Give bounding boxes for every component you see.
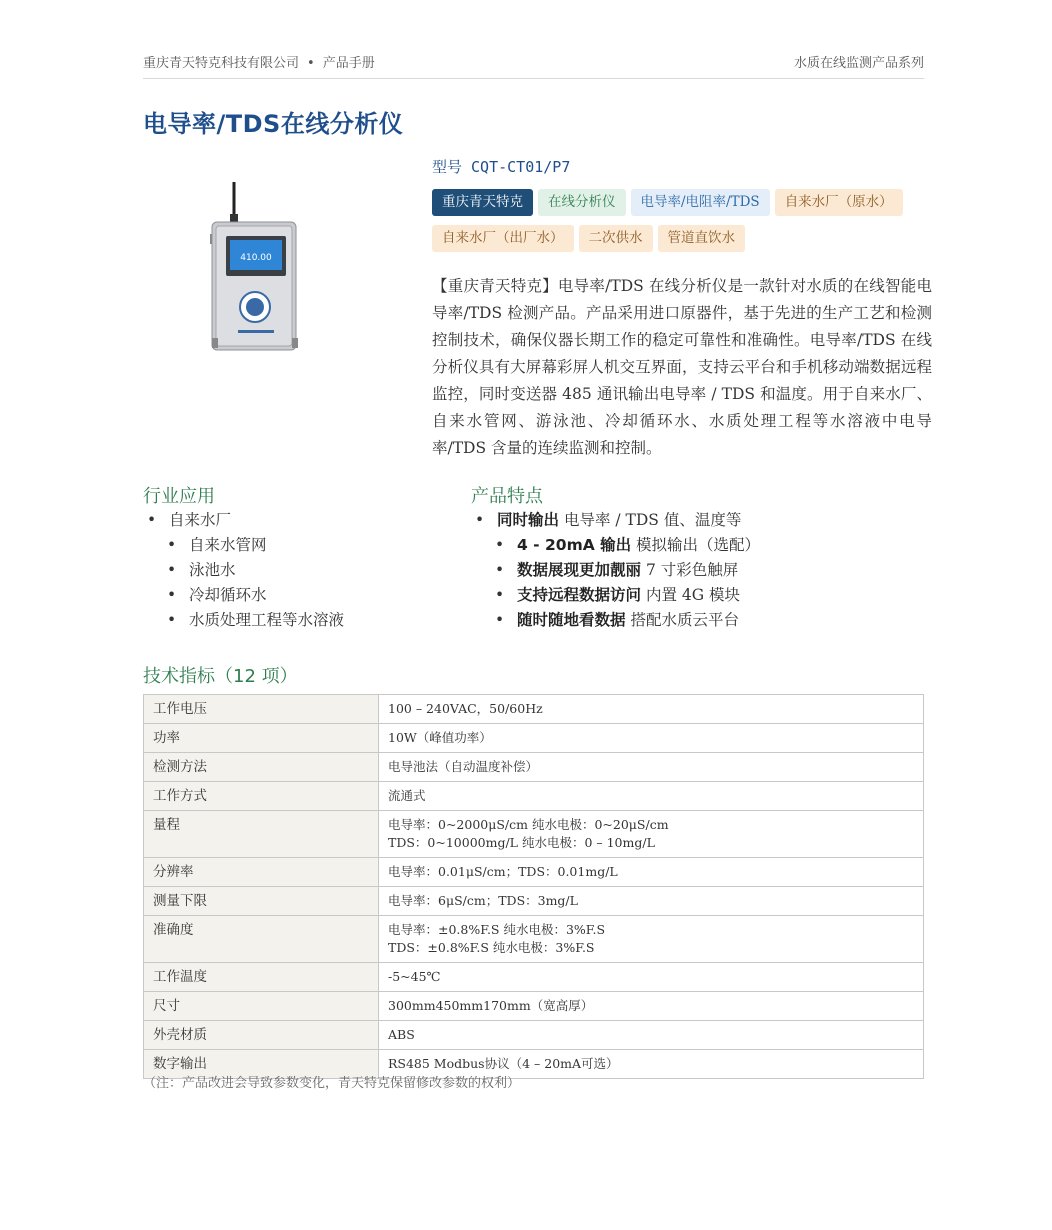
- feature-text: 内置 4G 模块: [641, 586, 741, 604]
- spec-value-line: 电导率：0.01μS/cm；TDS：0.01mg/L: [388, 864, 618, 879]
- table-row: [144, 1021, 924, 1050]
- list-item: • 自来水厂: [143, 508, 443, 533]
- spec-key: 工作方式: [144, 782, 379, 811]
- feature-text: 7 寸彩色触屏: [641, 561, 739, 579]
- list-item: [471, 508, 931, 533]
- spec-value: [379, 695, 924, 724]
- feature-text: 模拟输出（选配）: [631, 536, 761, 554]
- list-item: • 水质处理工程等水溶液: [143, 608, 443, 633]
- table-row: [144, 695, 924, 724]
- spec-value-line: 100 – 240VAC，50/60Hz: [388, 701, 543, 716]
- spec-table: [143, 694, 924, 1079]
- spec-value: [379, 782, 924, 811]
- feature-title: 支持远程数据访问: [517, 586, 642, 604]
- industry-heading: 行业应用: [143, 486, 215, 507]
- table-row: [144, 963, 924, 992]
- spec-value-line: 电导率：±0.8%F.S 纯水电极：3%F.S: [388, 922, 606, 937]
- spec-value-line: 流通式: [388, 788, 426, 803]
- spec-value-line: TDS：±0.8%F.S 纯水电极：3%F.S: [388, 940, 595, 955]
- feature-title: 同时输出: [497, 511, 560, 529]
- list-item: • 冷却循环水: [143, 583, 443, 608]
- spec-key: 工作温度: [144, 963, 379, 992]
- tag-secondary-supply: 二次供水: [579, 225, 653, 252]
- list-item: [471, 558, 931, 583]
- feature-text: 电导率 / TDS 值、温度等: [559, 511, 742, 529]
- table-row: [144, 992, 924, 1021]
- spec-key: 外壳材质: [144, 1021, 379, 1050]
- page-title: 电导率/TDS在线分析仪: [143, 110, 404, 138]
- spec-value: [379, 992, 924, 1021]
- spec-value-line: 300mm450mm170mm（宽高厚）: [388, 998, 594, 1013]
- list-item: [471, 583, 931, 608]
- specs-heading: 技术指标（12 项）: [143, 666, 298, 687]
- tag-online-analyzer: 在线分析仪: [538, 189, 626, 216]
- table-row: [144, 858, 924, 887]
- feature-title: 数据展现更加靓丽: [517, 561, 642, 579]
- table-row: [144, 753, 924, 782]
- list-item: • 自来水管网: [143, 533, 443, 558]
- product-description: 【重庆青天特克】电导率/TDS 在线分析仪是一款针对水质的在线智能电导率/TDS 检测产品。产品采用进口原器件，基于先进的生产工艺和检测控制技术，确保仪器长期工作的稳定可靠性和准确性。电导率/TDS 在线分析仪具有大屏幕彩屏人机交互界面，支持云平台和手机移动端数据远程监控，同时变送器 485 通讯输出电导率 / TDS 和温度。用于自来水厂、自来水管网、游泳池、冷却循环水、水质处理工程等水溶液中电导率/TDS 含量的连续监测和控制。: [432, 277, 932, 457]
- spec-key: 功率: [144, 724, 379, 753]
- spec-value: [379, 753, 924, 782]
- product-image: [208, 180, 302, 352]
- tag-output-water: 自来水厂（出厂水）: [432, 225, 574, 252]
- tag-list: [432, 189, 942, 261]
- table-row: [144, 782, 924, 811]
- table-row: [144, 887, 924, 916]
- spec-value-line: TDS：0~10000mg/L 纯水电极：0 – 10mg/L: [388, 835, 655, 850]
- spec-value-line: RS485 Modbus协议（4 – 20mA可选）: [388, 1056, 619, 1071]
- tag-raw-water: 自来水厂（原水）: [775, 189, 903, 216]
- model-number: 型号 CQT-CT01/P7: [432, 158, 571, 176]
- spec-key: 量程: [144, 811, 379, 858]
- feature-text: 搭配水质云平台: [625, 611, 739, 629]
- spec-key: 工作电压: [144, 695, 379, 724]
- spec-key: 数字输出: [144, 1050, 379, 1079]
- header-separator: •: [307, 56, 315, 71]
- industry-list: [143, 508, 443, 633]
- spec-value: [379, 811, 924, 858]
- spec-key: 准确度: [144, 916, 379, 963]
- table-row: [144, 916, 924, 963]
- doc-type: 产品手册: [322, 56, 375, 71]
- spec-value-line: 10W（峰值功率）: [388, 730, 492, 745]
- page-header: [143, 50, 924, 79]
- series-name: 水质在线监测产品系列: [793, 56, 924, 71]
- list-item: [471, 533, 931, 558]
- tag-parameters: 电导率/电阻率/TDS: [631, 189, 770, 216]
- feature-title: 4 - 20mA 输出: [517, 536, 632, 554]
- spec-value: [379, 916, 924, 963]
- spec-key: 检测方法: [144, 753, 379, 782]
- spec-value: [379, 887, 924, 916]
- spec-value-line: 电导池法（自动温度补偿）: [388, 759, 539, 774]
- table-row: [144, 724, 924, 753]
- features-heading: 产品特点: [471, 486, 543, 507]
- spec-value: [379, 1021, 924, 1050]
- spec-value: [379, 963, 924, 992]
- tag-direct-drinking: 管道直饮水: [658, 225, 746, 252]
- spec-value-line: 电导率：6μS/cm；TDS：3mg/L: [388, 893, 578, 908]
- feature-title: 随时随地看数据: [517, 611, 626, 629]
- spec-key: 测量下限: [144, 887, 379, 916]
- table-row: [144, 811, 924, 858]
- spec-key: 尺寸: [144, 992, 379, 1021]
- list-item: • 泳池水: [143, 558, 443, 583]
- spec-key: 分辨率: [144, 858, 379, 887]
- spec-value-line: -5~45℃: [388, 969, 441, 984]
- tag-brand: 重庆青天特克: [432, 189, 533, 216]
- spec-value: [379, 858, 924, 887]
- spec-value-line: 电导率：0~2000μS/cm 纯水电极：0~20μS/cm: [388, 817, 669, 832]
- device-screen-value: 410.00: [240, 253, 272, 263]
- spec-value-line: ABS: [388, 1027, 415, 1042]
- company-name: 重庆青天特克科技有限公司: [143, 56, 300, 71]
- features-list: [471, 508, 931, 633]
- spec-value: [379, 724, 924, 753]
- footnote: （注：产品改进会导致参数变化，青天特克保留修改参数的权利）: [143, 1076, 521, 1091]
- list-item: [471, 608, 931, 633]
